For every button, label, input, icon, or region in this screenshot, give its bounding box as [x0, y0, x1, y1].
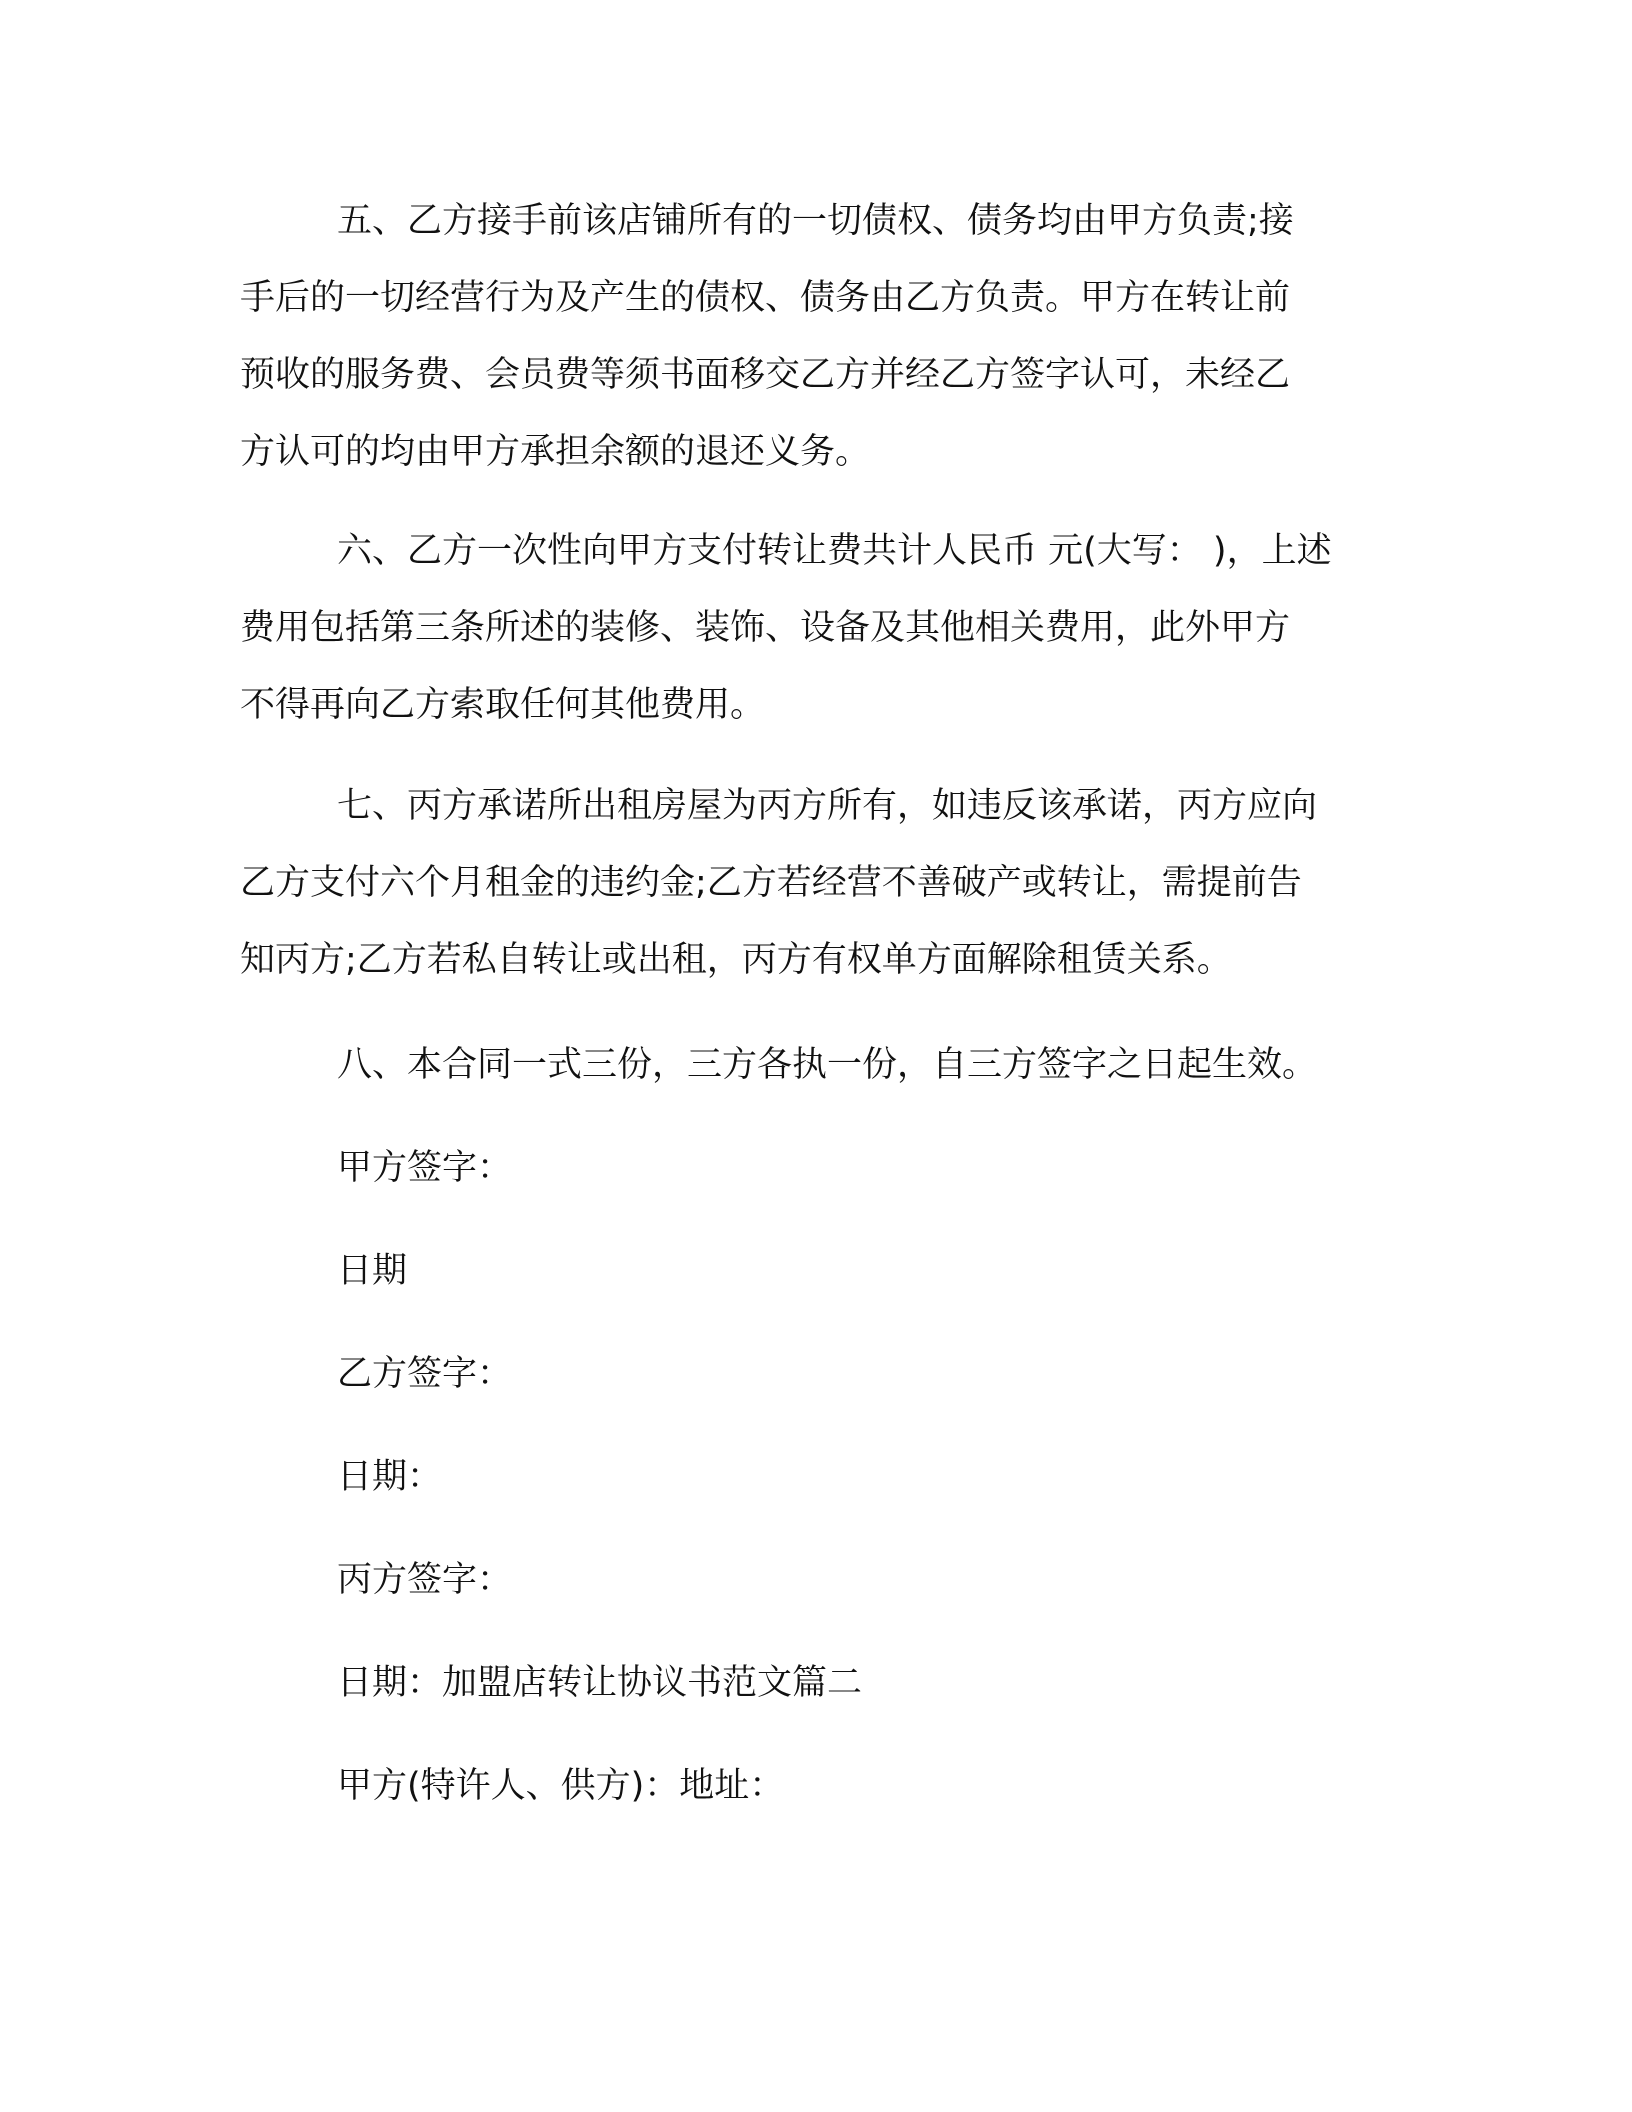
party-a-franchisor-address: 甲方(特许人、供方)：地址： — [337, 1766, 785, 1806]
clause-seven — [240, 768, 1390, 999]
party-a-date: 日期 — [337, 1251, 408, 1291]
party-c-date-and-next-title: 日期：加盟店转让协议书范文篇二 — [337, 1663, 863, 1703]
paragraph-line: 不得再向乙方索取任何其他费用。 — [240, 685, 766, 725]
party-b-signature: 乙方签字： — [337, 1354, 513, 1394]
clause-five — [240, 183, 1390, 491]
party-a-signature: 甲方签字： — [337, 1148, 513, 1188]
paragraph-line: 方认可的均由甲方承担余额的退还义务。 — [240, 432, 871, 472]
paragraph-line: 费用包括第三条所述的装修、装饰、设备及其他相关费用，此外甲方 — [240, 608, 1291, 648]
paragraph-line: 乙方支付六个月租金的违约金;乙方若经营不善破产或转让，需提前告 — [240, 863, 1302, 903]
clause-eight: 八、本合同一式三份，三方各执一份，自三方签字之日起生效。 — [337, 1045, 1318, 1085]
paragraph-line: 七、丙方承诺所出租房屋为丙方所有，如违反该承诺，丙方应向 — [337, 786, 1318, 826]
paragraph-line: 知丙方;乙方若私自转让或出租，丙方有权单方面解除租赁关系。 — [240, 940, 1232, 980]
party-b-date: 日期： — [337, 1457, 443, 1497]
paragraph-line: 手后的一切经营行为及产生的债权、债务由乙方负责。甲方在转让前 — [240, 278, 1291, 318]
paragraph-line: 五、乙方接手前该店铺所有的一切债权、债务均由甲方负责;接 — [337, 201, 1294, 241]
paragraph-line: 预收的服务费、会员费等须书面移交乙方并经乙方签字认可，未经乙 — [240, 355, 1291, 395]
party-c-signature: 丙方签字： — [337, 1560, 513, 1600]
paragraph-line: 六、乙方一次性向甲方支付转让费共计人民币 元(大写： )，上述 — [337, 531, 1332, 571]
clause-six — [240, 513, 1390, 744]
